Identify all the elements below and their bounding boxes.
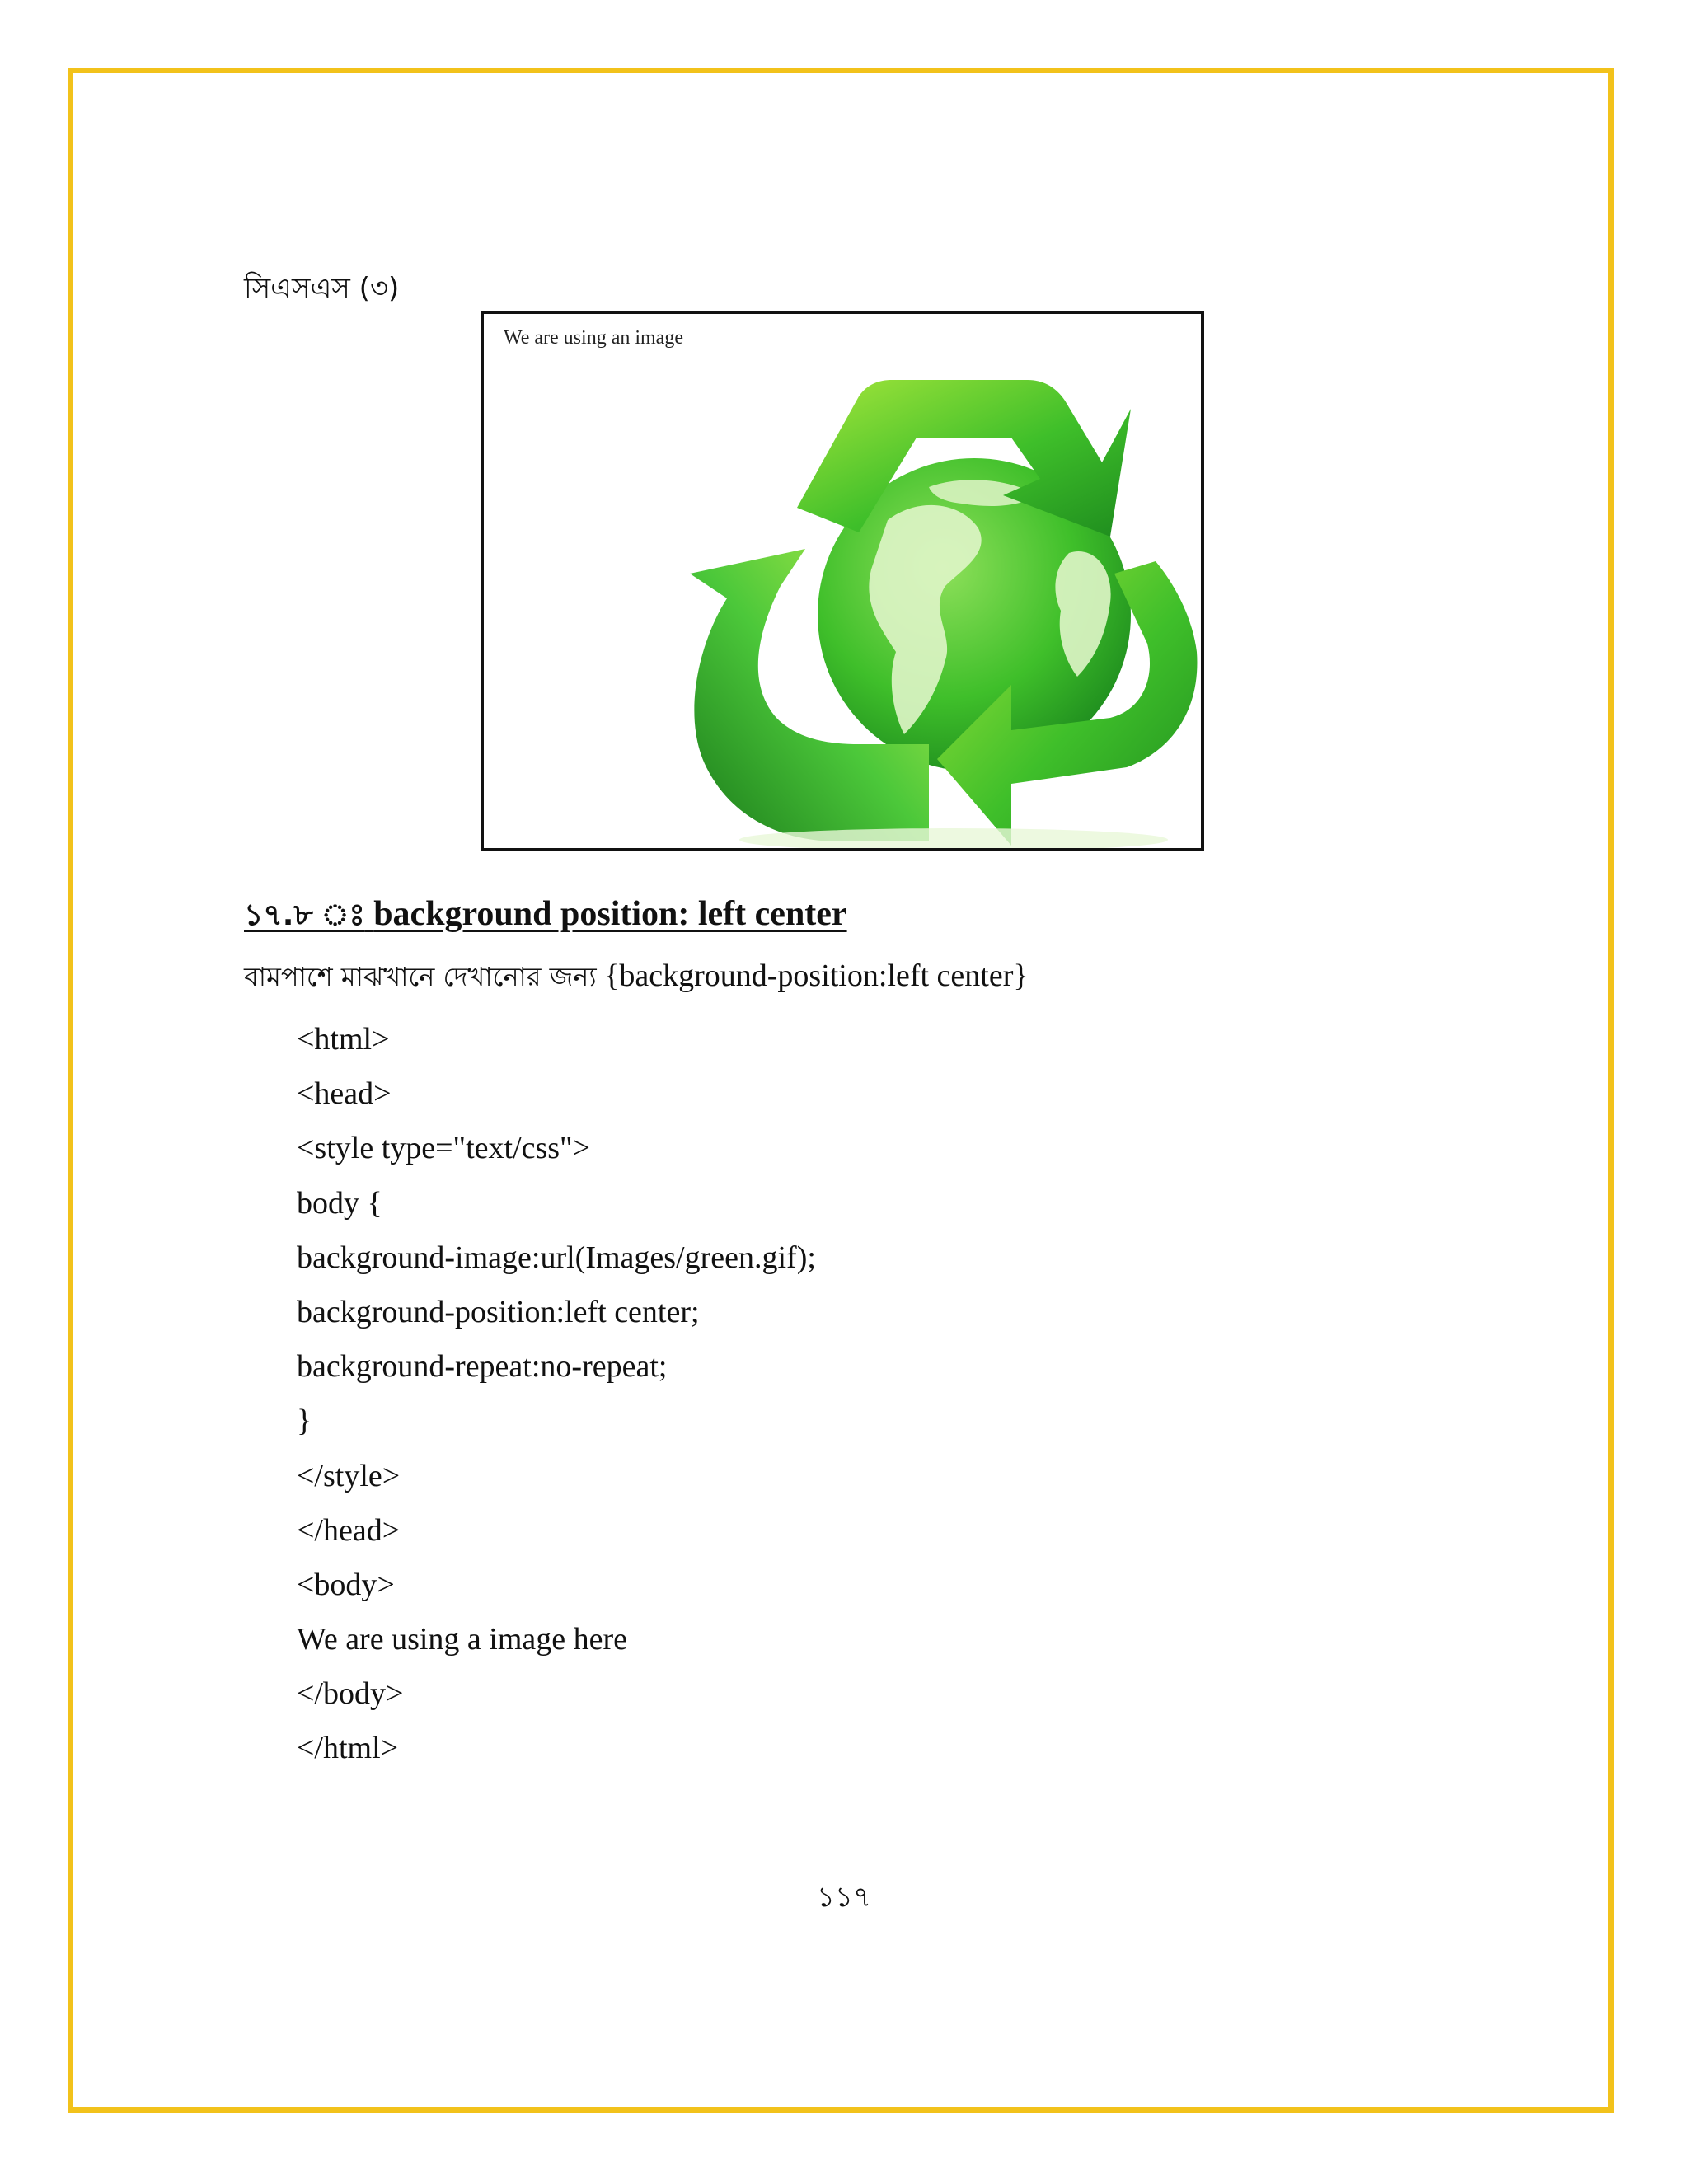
demo-caption: We are using an image (504, 327, 683, 349)
code-line: body { (297, 1185, 382, 1221)
intro-line (244, 956, 1029, 996)
code-block (297, 1012, 816, 1776)
code-line: <html> (297, 1022, 390, 1057)
intro-code-text: {background-position:left center} (604, 958, 1029, 993)
section-number: ১৭.৮ ঃ (244, 898, 365, 932)
intro-bengali-text: বামপাশে মাঝখানে দেখানোর জন্য (244, 961, 597, 992)
code-line: background-image:url(Images/green.gif); (297, 1240, 816, 1275)
code-line: </body> (297, 1676, 404, 1712)
section-heading (244, 893, 847, 937)
code-line: background-position:left center; (297, 1294, 700, 1329)
page-number: ১১৭ (816, 1881, 872, 1914)
code-line: </head> (297, 1512, 401, 1548)
code-line: <head> (297, 1076, 392, 1112)
section-title: background position: left center (373, 895, 847, 933)
code-line: </html> (297, 1731, 399, 1766)
code-line: } (297, 1404, 312, 1439)
code-line: <body> (297, 1567, 395, 1602)
section-label: সিএসএস (৩) (244, 272, 400, 305)
demo-output-frame (481, 311, 1204, 851)
code-line: We are using a image here (297, 1622, 628, 1657)
code-line: </style> (297, 1458, 401, 1493)
recycle-globe-image (682, 363, 1204, 850)
code-line: background-repeat:no-repeat; (297, 1349, 668, 1385)
code-line: <style type="text/css"> (297, 1131, 590, 1166)
